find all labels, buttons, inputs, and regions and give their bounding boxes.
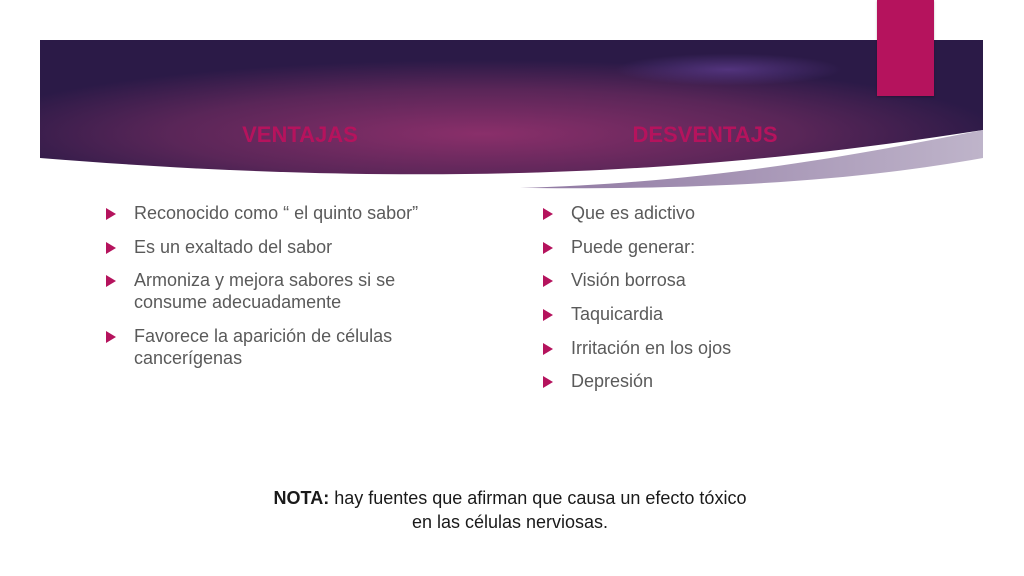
arrow-bullet-icon — [543, 376, 553, 388]
note-line-2: en las células nerviosas. — [411, 512, 609, 532]
list-item-text: Que es adictivo — [571, 203, 696, 223]
arrow-bullet-icon — [543, 242, 553, 254]
desventajas-title: DESVENTAJS — [632, 122, 778, 147]
header-banner — [40, 40, 983, 200]
arrow-bullet-icon — [543, 343, 553, 355]
list-item — [541, 303, 841, 325]
arrow-bullet-icon — [543, 275, 553, 287]
list-item-text: Armoniza y mejora sabores si se consume adecuadamente — [134, 270, 396, 312]
list-item-text: Favorece la aparición de células cancerígenas — [134, 325, 393, 368]
list-item — [104, 269, 464, 313]
desventajas-list — [541, 202, 841, 404]
ventajas-list — [104, 202, 464, 380]
arrow-bullet-icon — [106, 242, 116, 254]
footnote — [150, 486, 870, 534]
list-item-text: Reconocido como “ el quinto sabor” — [134, 203, 419, 223]
arrow-bullet-icon — [106, 331, 116, 343]
note-label: NOTA: — [273, 488, 330, 508]
list-item — [541, 236, 841, 258]
arrow-bullet-icon — [543, 309, 553, 321]
list-item-text: Puede generar: — [571, 236, 696, 257]
list-item — [541, 370, 841, 392]
list-item — [104, 325, 464, 369]
list-item-text: Taquicardia — [571, 304, 664, 325]
accent-tab — [877, 0, 934, 96]
list-item — [104, 202, 464, 224]
list-item-text: Visión borrosa — [571, 270, 686, 291]
note-line-1: hay fuentes que afirman que causa un efecto tóxico — [329, 488, 747, 508]
arrow-bullet-icon — [106, 275, 116, 287]
list-item-text: Depresión — [571, 371, 654, 392]
list-item — [104, 236, 464, 258]
list-item — [541, 337, 841, 359]
list-item-text: Es un exaltado del sabor — [134, 236, 333, 257]
arrow-bullet-icon — [106, 208, 116, 220]
arrow-bullet-icon — [543, 208, 553, 220]
list-item — [541, 202, 841, 224]
list-item — [541, 269, 841, 291]
ventajas-title: VENTAJAS — [242, 122, 358, 147]
list-item-text: Irritación en los ojos — [571, 337, 732, 358]
